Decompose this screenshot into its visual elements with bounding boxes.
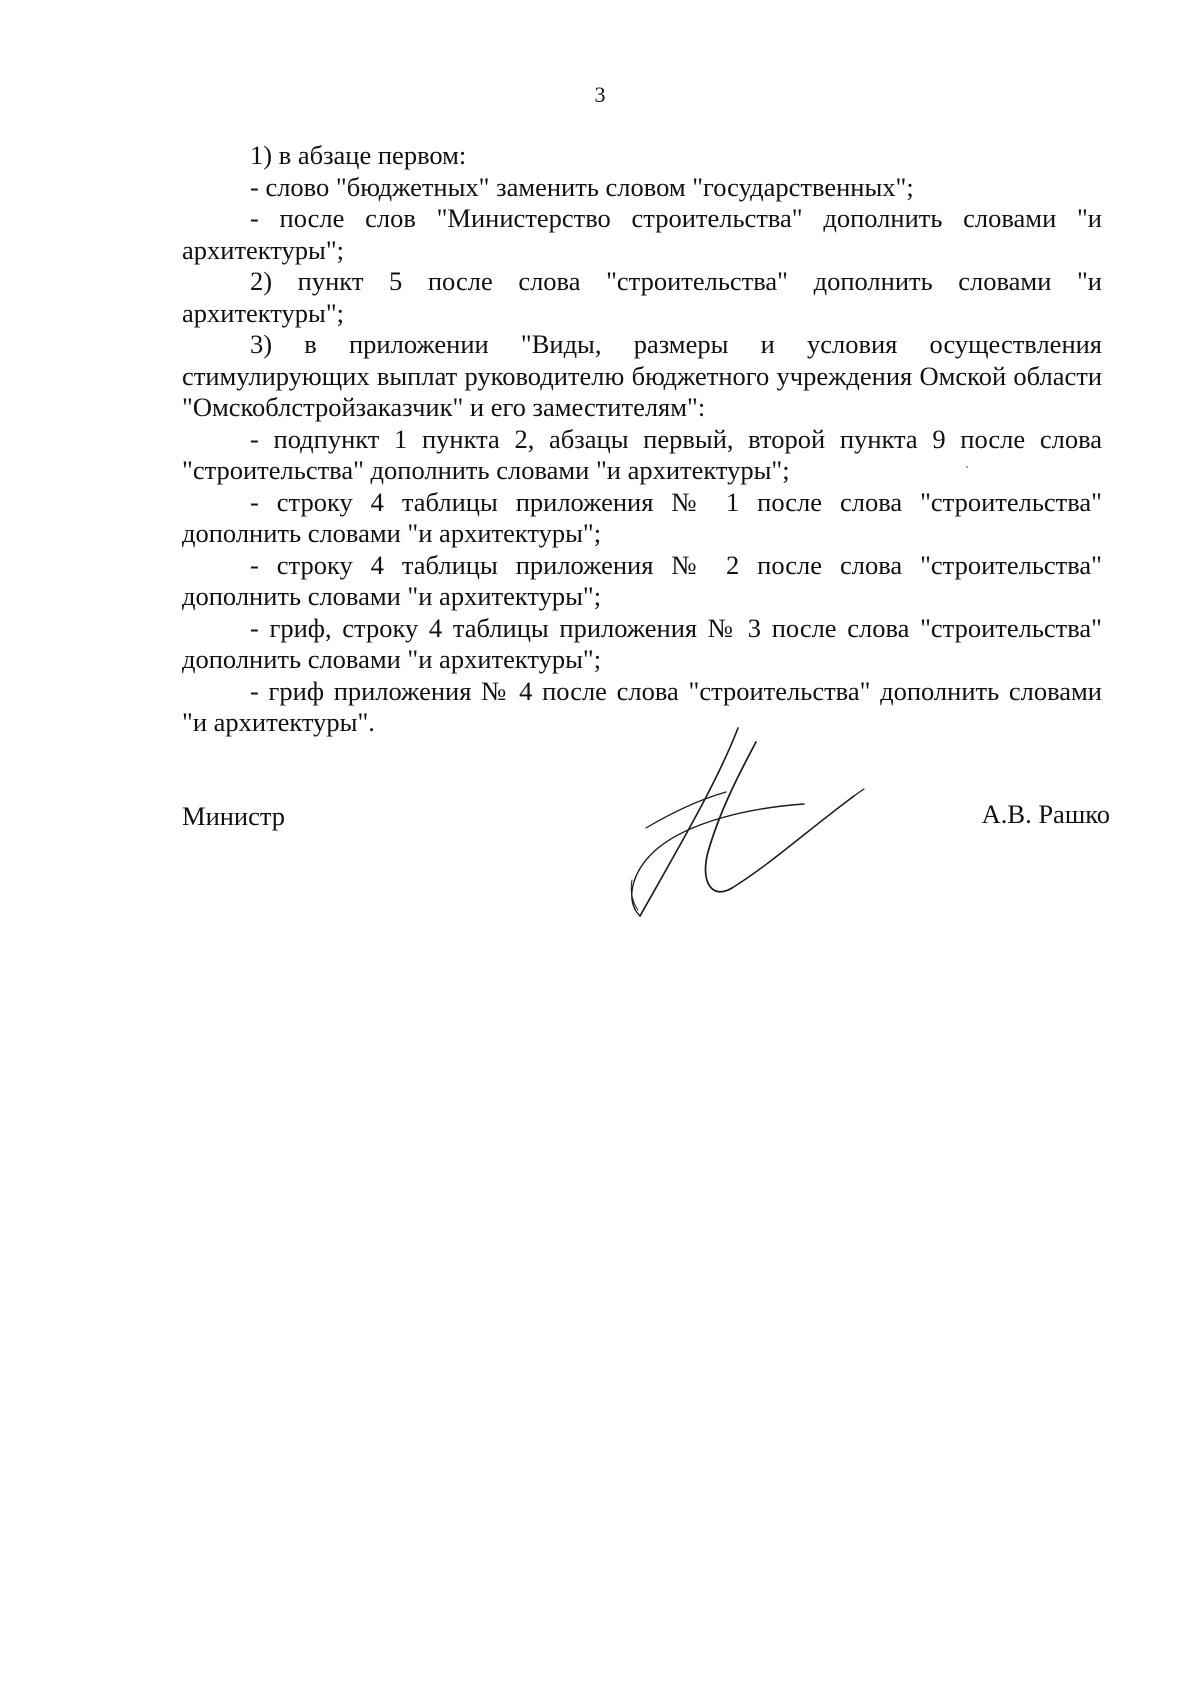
signature-tick-stroke — [631, 880, 638, 910]
amendment-paragraph: 2) пункт 5 после слова "строительства" дополнить словами "и архитектуры"; — [182, 266, 1102, 328]
page-number: 3 — [594, 82, 606, 107]
signature-hook-stroke — [854, 789, 864, 796]
amendment-paragraph: - строку 4 таблицы приложения № 1 после слова "строительства" дополнить словами "и архитектуры"; — [182, 486, 1102, 548]
document-body — [182, 140, 1102, 739]
amendment-paragraph: - гриф, строку 4 таблицы приложения № 3 после слова "строительства" дополнить словами "и архитектуры"; — [182, 612, 1102, 674]
amendment-paragraph: 1) в абзаце первом: — [250, 140, 467, 170]
scan-speck — [966, 466, 968, 468]
amendment-paragraph: 3) в приложении "Виды, размеры и условия осуществления стимулирующих выплат руководителю бюджетного учреждения Омской области "Омскоблстройзаказчик" и его заместителям": — [182, 329, 1102, 422]
amendment-paragraph: - подпункт 1 пункта 2, абзацы первый, второй пункта 9 после слова "строительства" дополнить словами "и архитектуры"; — [182, 423, 1102, 485]
amendment-paragraph: - после слов "Министерство строительства" дополнить словами "и архитектуры"; — [182, 203, 1102, 265]
signature-block — [182, 799, 1110, 840]
signer-position: Министр — [182, 801, 286, 831]
amendment-paragraph: - слово "бюджетных" заменить словом "государственных"; — [250, 171, 914, 202]
signer-name: А.В. Рашко — [981, 799, 1110, 829]
amendment-paragraph: - гриф приложения № 4 после слова "строительства" дополнить словами "и архитектуры". — [182, 675, 1102, 737]
amendment-paragraph: - строку 4 таблицы приложения № 2 после слова "строительства" дополнить словами "и архитектуры"; — [182, 549, 1102, 611]
